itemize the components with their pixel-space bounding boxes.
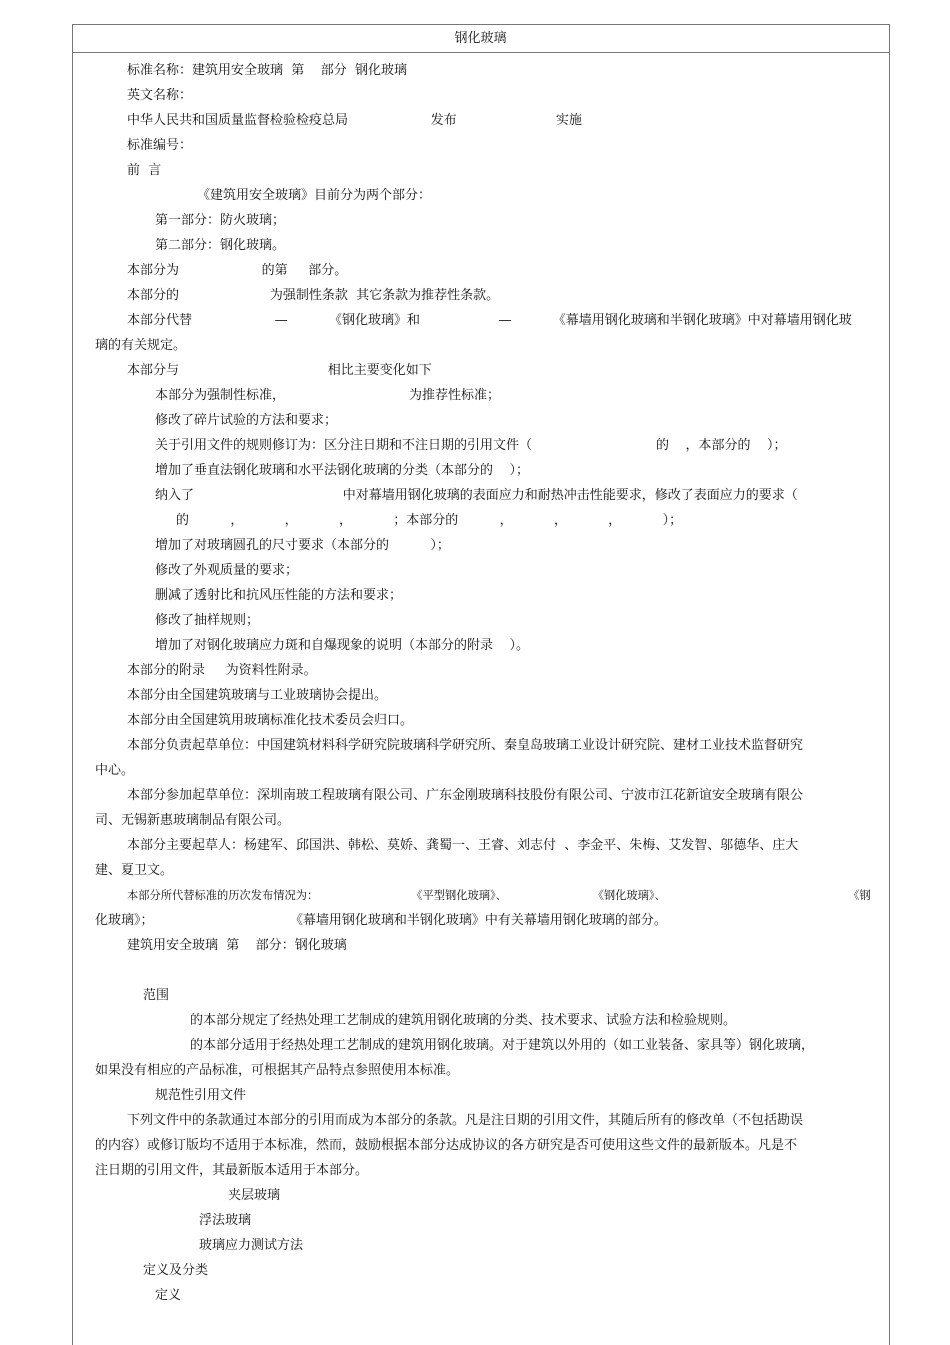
foreword-paragraph: 《建筑用安全玻璃》目前分为两个部分： xyxy=(197,188,432,203)
foreword-paragraph: 本部分的 为强制性条款 其它条款为推荐性条款。 xyxy=(127,288,500,303)
change-item: 修改了碎片试验的方法和要求； xyxy=(155,413,338,428)
subsection-heading-definition: 定义 xyxy=(155,1288,182,1303)
change-item: 的 ， ， ， ；本部分的 ， ， ， ）； xyxy=(176,513,683,528)
foreword-paragraph: 本部分为 的第 部分。 xyxy=(127,263,348,278)
foreword-paragraph: 司、无锡新惠玻璃制品有限公司。 xyxy=(95,813,291,828)
reference-item: 夹层玻璃 xyxy=(228,1188,281,1203)
change-item: 关于引用文件的规则修订为：区分注日期和不注日期的引用文件（ 的 ，本部分的 ）； xyxy=(155,438,787,453)
foreword-paragraph: 本部分参加起草单位：深圳南玻工程玻璃有限公司、广东金刚玻璃科技股份有限公司、宁波市江花新谊安全玻璃有限公 xyxy=(127,788,804,803)
foreword-paragraph: 本部分负责起草单位：中国建筑材料科学研究院玻璃科学研究所、秦皇岛玻璃工业设计研究院、建材工业技术监督研究 xyxy=(127,738,804,753)
foreword-paragraph: 本部分主要起草人：杨建军、邱国洪、韩松、莫娇、龚蜀一、王睿、刘志付 、李金平、朱梅、艾发智、邬德华、庄大 xyxy=(127,838,799,853)
foreword-paragraph: 本部分由全国建筑玻璃与工业玻璃协会提出。 xyxy=(127,688,388,703)
foreword-paragraph: 本部分的附录 为资料性附录。 xyxy=(127,663,317,678)
section-heading-scope: 范围 xyxy=(143,988,170,1003)
foreword-paragraph: 本部分与 相比主要变化如下 xyxy=(127,363,432,378)
foreword-paragraph: 中心。 xyxy=(95,763,135,778)
change-item: 增加了对玻璃圆孔的尺寸要求（本部分的 ）； xyxy=(155,538,450,553)
standard-name: 标准名称：建筑用安全玻璃 第 部分 钢化玻璃 xyxy=(127,63,408,78)
change-item: 修改了抽样规则； xyxy=(155,613,260,628)
foreword-heading: 前 言 xyxy=(127,163,162,178)
change-item: 删减了透射比和抗风压性能的方法和要求； xyxy=(155,588,403,603)
reference-item: 浮法玻璃 xyxy=(199,1213,252,1228)
change-item: 增加了垂直法钢化玻璃和水平法钢化玻璃的分类（本部分的 ）； xyxy=(155,463,530,478)
section-heading-normative-references: 规范性引用文件 xyxy=(155,1088,247,1103)
reference-item: 玻璃应力测试方法 xyxy=(199,1238,304,1253)
header-divider xyxy=(72,52,889,53)
foreword-paragraph: 璃的有关规定。 xyxy=(95,338,187,353)
foreword-paragraph: 化玻璃》； 《幕墙用钢化玻璃和半钢化玻璃》中有关幕墙用钢化玻璃的部分。 xyxy=(95,913,667,928)
foreword-paragraph: 本部分代替 — 《钢化玻璃》和 — 《幕墙用钢化玻璃和半钢化玻璃》中对幕墙用钢化玻 xyxy=(127,313,852,328)
references-paragraph: 下列文件中的条款通过本部分的引用而成为本部分的条款。凡是注日期的引用文件，其随后所有的修改单（不包括勘误 xyxy=(127,1113,804,1128)
scope-paragraph: 的本部分规定了经热处理工艺制成的建筑用钢化玻璃的分类、技术要求、试验方法和检验规则。 xyxy=(190,1013,737,1028)
references-paragraph: 注日期的引用文件，其最新版本适用于本部分。 xyxy=(95,1163,369,1178)
change-item: 纳入了 中对幕墙用钢化玻璃的表面应力和耐热冲击性能要求，修改了表面应力的要求（ xyxy=(155,488,798,503)
foreword-paragraph: 建、夏卫文。 xyxy=(95,863,174,878)
english-name: 英文名称： xyxy=(127,88,193,103)
body-title: 建筑用安全玻璃 第 部分：钢化玻璃 xyxy=(127,938,347,953)
change-item: 本部分为强制性标准， 为推荐性标准； xyxy=(155,388,500,403)
foreword-paragraph: 第二部分：钢化玻璃。 xyxy=(155,238,286,253)
references-paragraph: 的内容）或修订版均不适用于本标准，然而，鼓励根据本部分达成协议的各方研究是否可使用这些文件的最新版本。凡是不 xyxy=(95,1138,798,1153)
foreword-paragraph: 本部分由全国建筑用玻璃标准化技术委员会归口。 xyxy=(127,713,414,728)
scope-paragraph: 的本部分适用于经热处理工艺制成的建筑用钢化玻璃。对于建筑以外用的（如工业装备、家具等）钢化玻璃， xyxy=(190,1038,815,1053)
foreword-paragraph: 第一部分：防火玻璃； xyxy=(155,213,286,228)
scope-paragraph: 如果没有相应的产品标准，可根据其产品特点参照使用本标准。 xyxy=(95,1063,460,1078)
issuer-line: 中华人民共和国质量监督检验检疫总局 发布 实施 xyxy=(127,113,582,128)
change-item: 增加了对钢化玻璃应力斑和自爆现象的说明（本部分的附录 ）。 xyxy=(155,638,530,653)
foreword-paragraph: 本部分所代替标准的历次发布情况为： 《平型钢化玻璃》、 《钢化玻璃》、 《钢 xyxy=(127,889,871,902)
standard-number: 标准编号： xyxy=(127,138,193,153)
page-header-title: 钢化玻璃 xyxy=(454,31,507,46)
section-heading-definitions: 定义及分类 xyxy=(143,1263,209,1278)
change-item: 修改了外观质量的要求； xyxy=(155,563,299,578)
